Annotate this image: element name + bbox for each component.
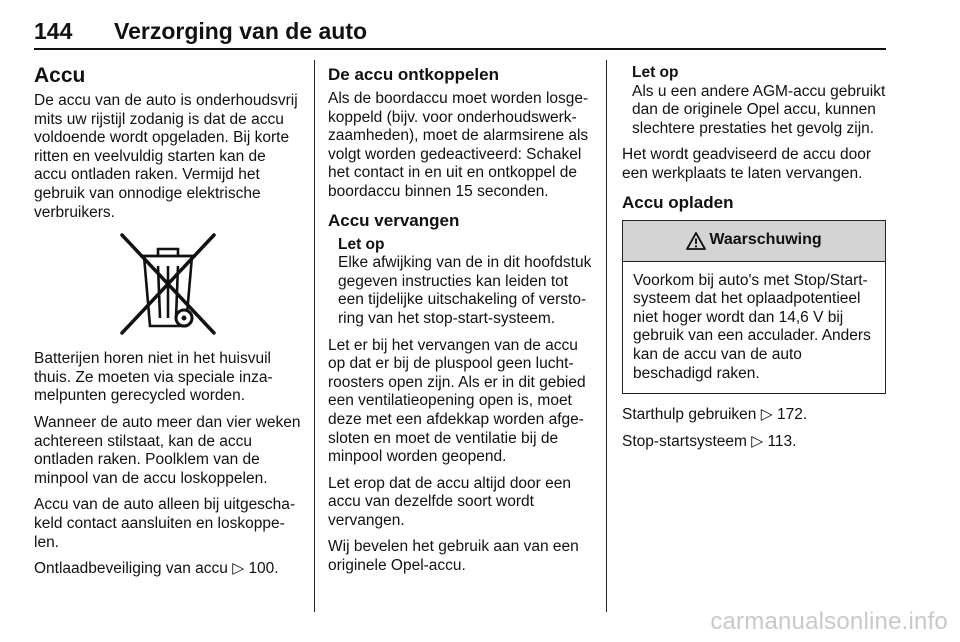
cross-reference: Ontlaadbeveiliging van accu ▷ 100.	[34, 560, 279, 578]
warning-body: Voorkom bij auto's met Stop/Start-systeem dat het oplaadpotentieel niet hoger wordt dan 14,6 V bij gebruik van een acculader. Anders kan de accu van de auto beschadigd raken.	[633, 271, 871, 382]
cross-reference: Stop-startsysteem ▷ 113.	[622, 432, 797, 450]
column-divider	[606, 60, 607, 612]
page-number: 144	[34, 18, 73, 44]
paragraph: Wij bevelen het gebruik aan van een originele Opel-accu.	[328, 538, 579, 575]
header-rule	[34, 48, 886, 50]
watermark: carmanualsonline.info	[710, 608, 948, 635]
paragraph: Let erop dat de accu altijd door een accu van dezelfde soort wordt vervangen.	[328, 474, 572, 529]
section-heading-replace: Accu vervangen	[328, 210, 460, 230]
crossed-out-wheelie-bin-icon	[118, 232, 218, 336]
note-title: Let op	[632, 64, 679, 81]
page-ref-arrow-icon: ▷	[751, 432, 764, 450]
section-heading-accu: Accu	[34, 64, 86, 87]
note-body: Als u een andere AGM-accu gebruikt dan de originele Opel accu, kunnen slechtere prestaties het gevolg zijn.	[632, 82, 886, 137]
section-heading-disconnect: De accu ontkoppelen	[328, 65, 499, 84]
page-ref-arrow-icon: ▷	[232, 560, 245, 578]
note-box	[338, 236, 592, 329]
page-header	[34, 10, 886, 48]
paragraph: Accu van de auto alleen bij uitgeschakeld contact aansluiten en loskoppelen.	[34, 496, 296, 551]
column-1	[34, 64, 302, 587]
paragraph: Let er bij het vervangen van de accu op dat er bij de pluspool geen luchtroosters open zijn. Als er in dit gebied een ventilatieopening open is, moet deze met een afdekkap worden afgesloten en moet de ventilatie bij de minpool worden geopend.	[328, 336, 586, 466]
section-heading-charging: Accu opladen	[622, 192, 734, 212]
paragraph: Wanneer de auto meer dan vier weken achtereen stilstaat, kan de accu ontladen raken. Poolklem van de minpool van de accu loskoppelen.	[34, 413, 301, 487]
warning-header	[623, 221, 885, 262]
warning-triangle-icon	[686, 232, 706, 250]
paragraph: Als de boordaccu moet worden losgekoppeld (bijv. voor onderhoudswerkzaamheden), moet de alarmsirene als volgt worden gedeactiveerd: Schakel het contact in en uit en ontkoppel de boordaccu binnen 15 seconden.	[328, 90, 589, 200]
cross-reference: Starthulp gebruiken ▷ 172.	[622, 406, 808, 424]
note-body: Elke afwijking van de in dit hoofdstuk gegeven instructies kan leiden tot een tijdelijke uitschakeling of verstoring van het stop-start-systeem.	[338, 254, 592, 327]
note-box	[632, 64, 886, 138]
column-3	[622, 64, 886, 459]
page-ref-arrow-icon: ▷	[760, 406, 773, 424]
column-divider	[314, 60, 315, 612]
note-title: Let op	[338, 235, 385, 253]
warning-title: Waarschuwing	[709, 231, 822, 249]
paragraph: Batterijen horen niet in het huisvuil thuis. Ze moeten via speciale inzamelpunten gerecycled worden.	[34, 350, 273, 405]
paragraph: Het wordt geadviseerd de accu door een werkplaats te laten vervangen.	[622, 146, 872, 182]
paragraph: De accu van de auto is onderhoudsvrij mits uw rijstijl zodanig is dat de accu voldoende wordt opgeladen. Bij korte ritten en veelvuldig starten kan de accu ontladen raken. Vermijd het gebruik van onnodige elektrische verbruikers.	[34, 92, 298, 221]
column-2	[328, 64, 592, 584]
chapter-title: Verzorging van de auto	[114, 18, 368, 44]
warning-box	[622, 220, 886, 395]
